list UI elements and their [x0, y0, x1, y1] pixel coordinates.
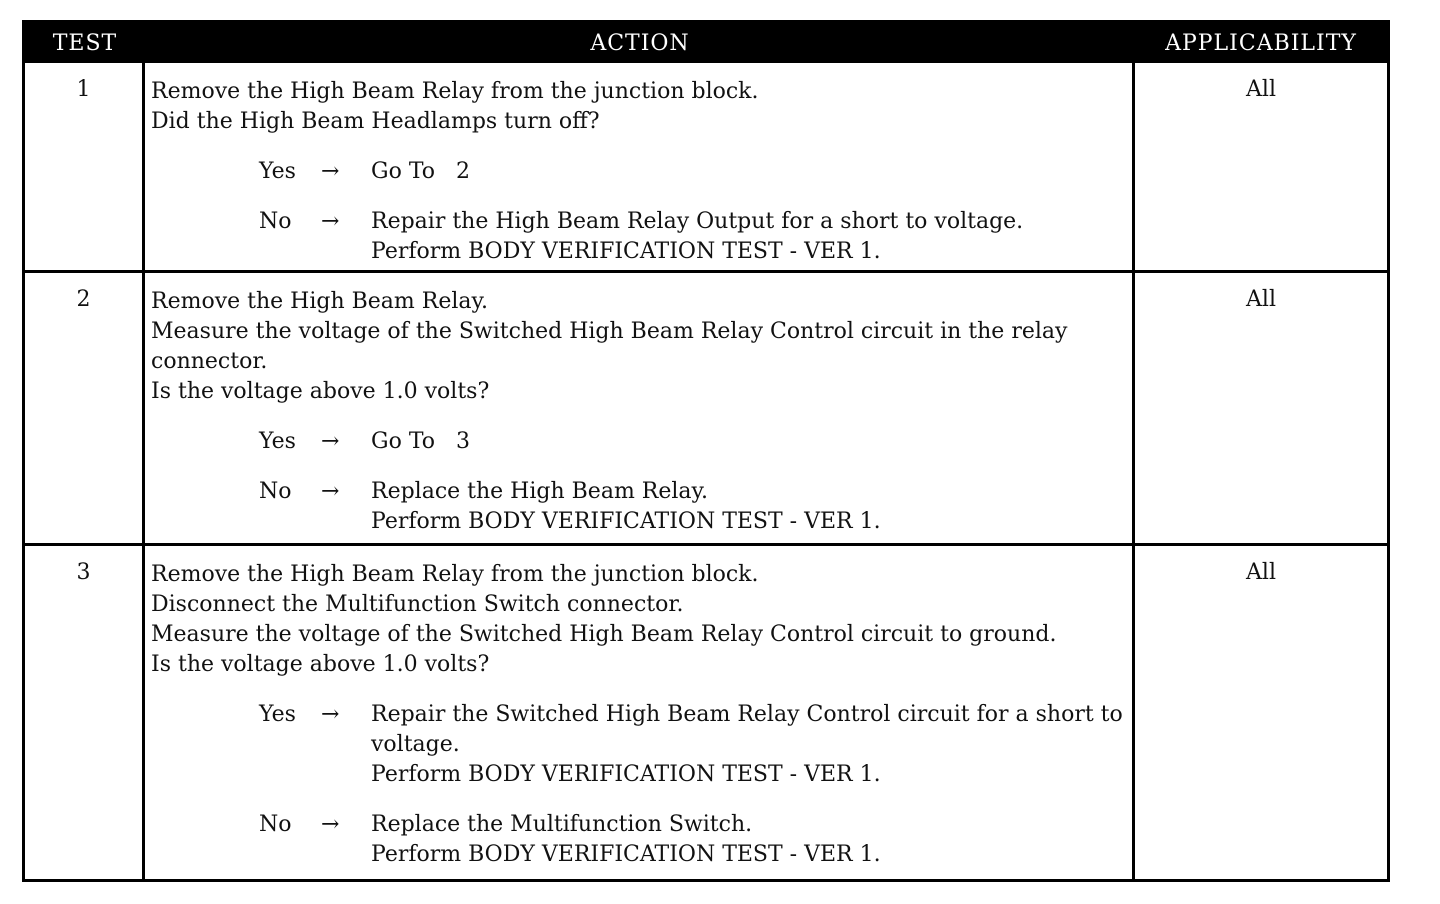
test-number: 2	[76, 287, 91, 312]
header-applicability: APPLICABILITY	[1165, 31, 1357, 56]
yes-label: Yes	[259, 702, 296, 727]
yes-branch	[151, 427, 1136, 457]
applicability-value: All	[1246, 560, 1276, 585]
no-result: Repair the High Beam Relay Output for a short to voltage.	[371, 209, 1024, 234]
action-line: Remove the High Beam Relay.	[151, 289, 489, 314]
yes-result: Repair the Switched High Beam Relay Control circuit for a short to voltage.	[371, 702, 1123, 757]
applicability-value: All	[1246, 287, 1276, 312]
yes-label: Yes	[259, 159, 296, 184]
table-row	[25, 546, 1387, 879]
action-line: Measure the voltage of the Switched High Beam Relay Control circuit in the relay connector.	[151, 319, 1068, 374]
header-test: TEST	[52, 31, 118, 56]
no-result: Perform BODY VERIFICATION TEST - VER 1.	[371, 239, 881, 264]
table-row	[25, 273, 1387, 546]
arrow-icon: →	[321, 702, 340, 727]
arrow-icon: →	[321, 812, 340, 837]
action-line: Is the voltage above 1.0 volts?	[151, 652, 490, 677]
arrow-icon: →	[321, 209, 340, 234]
arrow-icon: →	[321, 429, 340, 454]
no-branch	[151, 207, 1136, 267]
table-row	[25, 63, 1387, 273]
yes-result: Go To 2	[371, 159, 470, 184]
action-line: Remove the High Beam Relay from the junction block.	[151, 79, 759, 104]
no-result: Perform BODY VERIFICATION TEST - VER 1.	[371, 842, 881, 867]
action-cell	[151, 77, 1136, 267]
applicability-value: All	[1246, 77, 1276, 102]
no-result: Perform BODY VERIFICATION TEST - VER 1.	[371, 509, 881, 534]
no-result: Replace the High Beam Relay.	[371, 479, 709, 504]
action-line: Is the voltage above 1.0 volts?	[151, 379, 490, 404]
test-number: 3	[76, 560, 91, 585]
header-action: ACTION	[590, 31, 690, 56]
arrow-icon: →	[321, 159, 340, 184]
yes-label: Yes	[259, 429, 296, 454]
no-label: No	[259, 812, 292, 837]
yes-result: Go To 3	[371, 429, 470, 454]
yes-result: Perform BODY VERIFICATION TEST - VER 1.	[371, 762, 881, 787]
action-line: Remove the High Beam Relay from the junction block.	[151, 562, 759, 587]
yes-branch	[151, 157, 1136, 187]
action-cell	[151, 560, 1136, 870]
yes-branch	[151, 700, 1136, 790]
no-branch	[151, 477, 1136, 537]
no-label: No	[259, 209, 292, 234]
action-line: Disconnect the Multifunction Switch connector.	[151, 592, 684, 617]
no-result: Replace the Multifunction Switch.	[371, 812, 753, 837]
no-branch	[151, 810, 1136, 870]
action-line: Measure the voltage of the Switched High Beam Relay Control circuit to ground.	[151, 622, 1057, 647]
test-number: 1	[76, 77, 91, 102]
action-line: Did the High Beam Headlamps turn off?	[151, 109, 600, 134]
action-cell	[151, 287, 1136, 537]
no-label: No	[259, 479, 292, 504]
arrow-icon: →	[321, 479, 340, 504]
diagnostic-test-table	[22, 20, 1390, 882]
table-header	[25, 23, 1387, 63]
